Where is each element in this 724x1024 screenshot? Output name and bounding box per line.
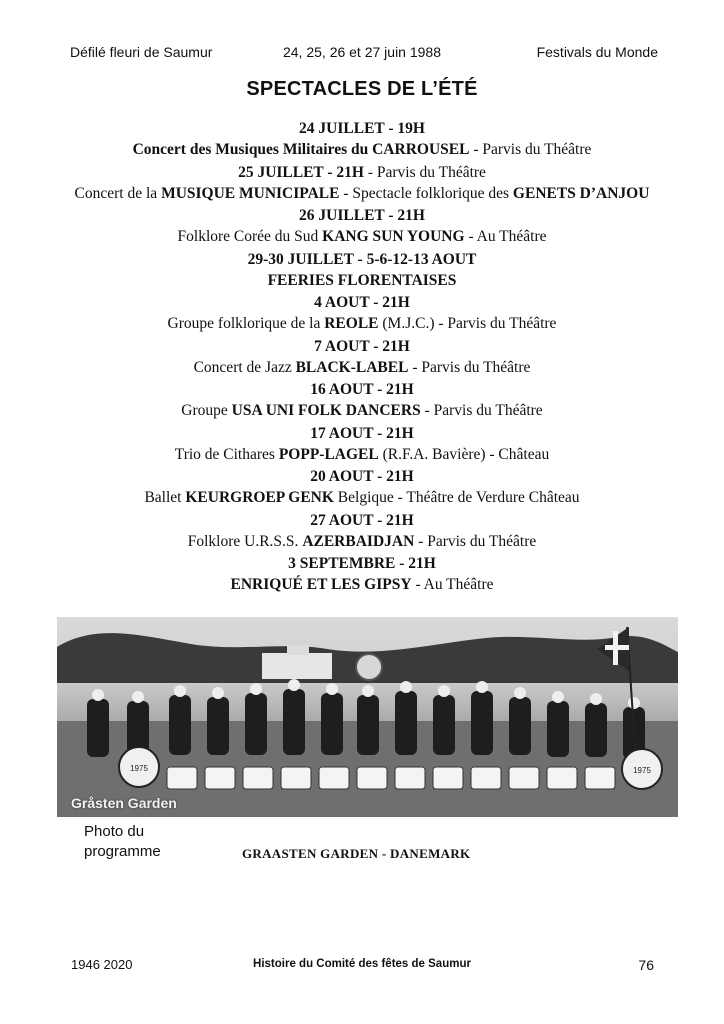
event-date: 3 SEPTEMBRE - 21H [288,555,436,572]
event-item [0,249,724,291]
footer-center: Histoire du Comité des fêtes de Saumur [253,958,471,970]
event-desc: Groupe USA UNI FOLK DANCERS - Parvis du Théâtre [181,402,543,419]
event-desc: Trio de Cithares POPP-LAGEL (R.F.A. Bavière) - Château [174,445,550,463]
event-item [0,423,724,465]
event-desc: Folklore Corée du Sud KANG SUN YOUNG - Au Théâtre [177,228,547,245]
bass-drum-right [622,749,662,789]
event-date: 26 JUILLET - 21H [299,207,425,224]
event-desc: Ballet KEURGROEP GENK Belgique - Théâtre de Verdure Château [144,489,580,506]
page-number: 76 [638,957,654,973]
photo-note: Photo du programme [84,823,161,860]
event-desc: Concert de la MUSIQUE MUNICIPALE - Spectacle folklorique des GENETS D’ANJOU [74,184,650,202]
photo-overlay-text: Gråsten Garden [71,795,177,811]
event-item [0,336,724,378]
band-photo [57,617,678,817]
event-date: 7 AOUT - 21H [314,337,410,355]
event-item [0,553,724,595]
event-date: 29-30 JUILLET - 5-6-12-13 AOUT [247,250,477,268]
header-right: Festivals du Monde [536,44,658,60]
header-center: 24, 25, 26 et 27 juin 1988 [282,44,442,60]
event-item [0,118,724,160]
event-desc: Concert des Musiques Militaires du CARROUSEL - Parvis du Théâtre [132,141,592,158]
event-date: 24 JUILLET - 19H [299,120,425,137]
band-photo-illustration [57,617,678,817]
event-item [0,510,724,552]
event-date: 4 AOUT - 21H [314,294,410,311]
bass-drum-left [119,747,159,787]
event-item [0,162,724,204]
header-left: Défilé fleuri de Saumur [70,44,213,60]
event-date: 17 AOUT - 21H [310,424,414,442]
svg-text:1975: 1975 [633,766,651,775]
event-date: 20 AOUT - 21H [310,468,414,485]
event-desc: ENRIQUÉ ET LES GIPSY - Au Théâtre [230,576,494,593]
event-item [0,292,724,334]
event-item [0,379,724,421]
castle [262,653,332,679]
event-item [0,205,724,247]
page-title: SPECTACLES DE L’ÉTÉ [246,78,478,100]
event-desc: Groupe folklorique de la REOLE (M.J.C.) - Parvis du Théâtre [167,315,557,332]
photo-caption: GRAASTEN GARDEN - DANEMARK [242,846,471,861]
event-item [0,466,724,508]
event-desc: Folklore U.R.S.S. AZERBAIDJAN - Parvis du Théâtre [187,532,537,550]
program-list [0,118,724,597]
footer-left: 1946 2020 [71,957,133,972]
event-date: 16 AOUT - 21H [310,381,414,398]
event-desc: Concert de Jazz BLACK-LABEL - Parvis du Théâtre [193,358,531,376]
sousaphone [356,654,382,680]
event-date: 25 JUILLET - 21H - Parvis du Théâtre [238,163,486,181]
event-desc: FEERIES FLORENTAISES [267,271,457,289]
svg-text:1975: 1975 [130,764,148,773]
event-date: 27 AOUT - 21H [310,511,414,529]
castle-tower [287,645,309,655]
